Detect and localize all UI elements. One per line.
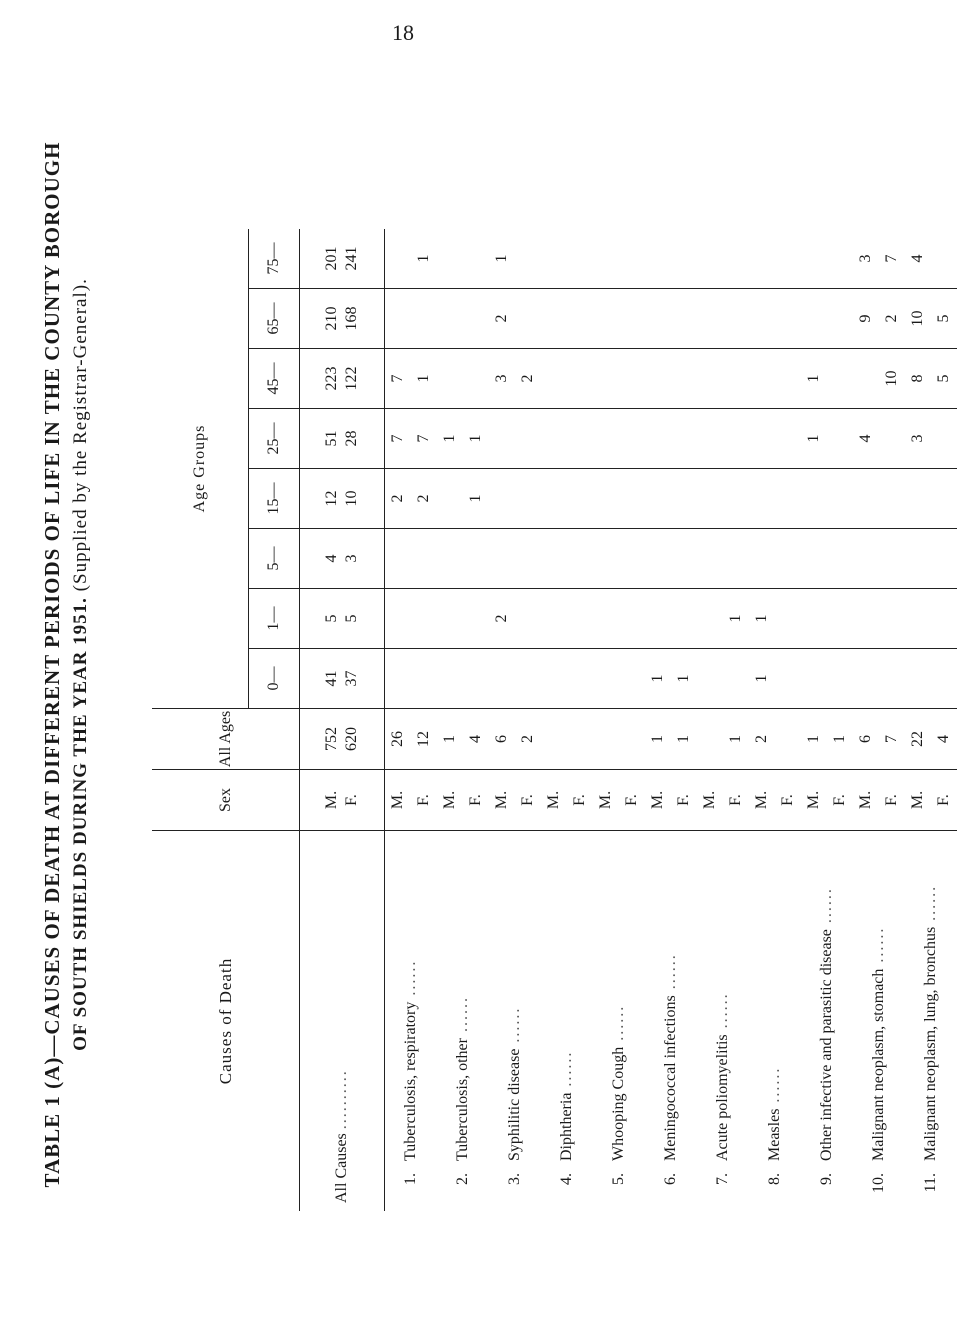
age-cell	[801, 229, 827, 289]
age-cell	[411, 589, 437, 649]
age-cell: 7	[385, 409, 412, 469]
sex-cell: M.	[853, 770, 879, 831]
age-cell	[671, 589, 697, 649]
age-cell	[593, 229, 619, 289]
age-cell	[905, 529, 931, 589]
age-cell	[671, 469, 697, 529]
age-cell	[463, 649, 489, 709]
age-cell	[723, 529, 749, 589]
age-cell: 5	[931, 349, 957, 409]
age-cell	[853, 469, 879, 529]
age-cell	[931, 649, 957, 709]
sex-cell: M.	[489, 770, 515, 831]
age-cell	[645, 469, 671, 529]
table-row	[905, 229, 931, 1211]
all-ages-cell	[593, 709, 619, 770]
age-cell	[619, 349, 645, 409]
age-cell	[775, 289, 801, 349]
age-cell	[619, 229, 645, 289]
age-cell: 2	[489, 289, 515, 349]
table-row	[801, 229, 827, 1211]
header-age-4: 25—	[249, 409, 300, 469]
age-cell	[723, 409, 749, 469]
age-cell	[437, 529, 463, 589]
age-cell	[489, 469, 515, 529]
age-cell	[697, 649, 723, 709]
age-cell: 7	[879, 229, 905, 289]
age-cell: 1	[463, 409, 489, 469]
age-cell	[437, 229, 463, 289]
header-all-ages: All Ages	[152, 709, 300, 770]
age-cell	[697, 349, 723, 409]
header-age-2: 5—	[249, 529, 300, 589]
age-cell	[463, 349, 489, 409]
header-age-6: 65—	[249, 289, 300, 349]
age-cell	[775, 589, 801, 649]
table-row	[385, 229, 412, 1211]
age-cell	[385, 229, 412, 289]
age-cell	[515, 409, 541, 469]
table-row	[489, 229, 515, 1211]
age-cell	[619, 409, 645, 469]
age-cell	[567, 289, 593, 349]
all-ages-cell: 26	[385, 709, 412, 770]
age-cell	[567, 349, 593, 409]
table-row	[437, 229, 463, 1211]
age-cell	[567, 649, 593, 709]
age-cell	[801, 649, 827, 709]
age-cell	[801, 589, 827, 649]
header-age-3: 15—	[249, 469, 300, 529]
age-cell	[541, 529, 567, 589]
age-cell	[775, 349, 801, 409]
sex-cell: M.	[801, 770, 827, 831]
age-cell	[879, 589, 905, 649]
age-cell: 4	[905, 229, 931, 289]
age-cell	[541, 469, 567, 529]
header-age-1: 1—	[249, 589, 300, 649]
all-ages-cell: 1	[827, 709, 853, 770]
age-cell	[775, 469, 801, 529]
table-row	[645, 229, 671, 1211]
age-cell	[385, 649, 412, 709]
age-cell	[411, 289, 437, 349]
age-cell	[671, 349, 697, 409]
age-cell	[619, 469, 645, 529]
all-causes-age-3: 12 10	[300, 469, 385, 529]
age-cell	[541, 589, 567, 649]
sex-cell: M.	[645, 770, 671, 831]
age-cell: 2	[515, 349, 541, 409]
age-cell	[827, 289, 853, 349]
age-cell	[931, 529, 957, 589]
causes-of-death-table	[152, 229, 957, 1211]
age-cell: 1	[489, 229, 515, 289]
cause-label: 11.Malignant neoplasm, lung, bronchus ......	[922, 884, 939, 1193]
age-cell	[671, 529, 697, 589]
age-cell: 7	[385, 349, 412, 409]
age-cell	[489, 529, 515, 589]
sex-cell: F.	[411, 770, 437, 831]
header-sex: Sex	[152, 770, 300, 831]
age-cell	[697, 529, 723, 589]
age-cell	[749, 529, 775, 589]
age-cell	[593, 529, 619, 589]
header-causes: Causes of Death	[215, 957, 235, 1085]
age-cell	[437, 289, 463, 349]
sex-cell: F.	[931, 770, 957, 831]
age-cell	[645, 289, 671, 349]
age-cell	[723, 469, 749, 529]
age-cell	[567, 529, 593, 589]
age-cell	[905, 589, 931, 649]
sex-cell: M.	[385, 770, 412, 831]
age-cell	[437, 469, 463, 529]
age-cell	[593, 289, 619, 349]
age-cell	[541, 349, 567, 409]
all-causes-label: All Causes ..........	[300, 831, 385, 1212]
all-ages-cell: 4	[463, 709, 489, 770]
all-ages-cell	[775, 709, 801, 770]
age-cell	[697, 289, 723, 349]
age-cell	[645, 589, 671, 649]
all-causes-total: 752 620	[300, 709, 385, 770]
sex-cell: F.	[775, 770, 801, 831]
age-cell: 1	[801, 409, 827, 469]
age-cell	[645, 409, 671, 469]
age-cell	[801, 469, 827, 529]
table-subtitle-note: (Supplied by the Registrar-General).	[70, 278, 91, 592]
cause-label: 4.Diphtheria ......	[558, 1050, 575, 1185]
sex-cell: F.	[827, 770, 853, 831]
age-cell	[723, 229, 749, 289]
all-ages-cell: 1	[801, 709, 827, 770]
age-cell	[775, 529, 801, 589]
header-age-groups: Age Groups	[152, 229, 249, 709]
age-cell	[515, 469, 541, 529]
all-ages-cell: 1	[671, 709, 697, 770]
age-cell	[931, 229, 957, 289]
age-cell	[905, 469, 931, 529]
age-cell	[463, 289, 489, 349]
age-cell: 1	[749, 589, 775, 649]
age-cell	[489, 409, 515, 469]
header-age-0: 0—	[249, 649, 300, 709]
table-row	[853, 229, 879, 1211]
age-cell: 3	[489, 349, 515, 409]
sex-cell: M.	[541, 770, 567, 831]
age-cell	[515, 229, 541, 289]
age-cell	[541, 229, 567, 289]
age-cell	[619, 289, 645, 349]
age-cell	[385, 289, 412, 349]
age-cell: 2	[385, 469, 412, 529]
age-cell	[879, 649, 905, 709]
cause-label: 2.Tuberculosis, other ......	[454, 996, 471, 1185]
age-cell	[593, 469, 619, 529]
age-cell	[593, 409, 619, 469]
age-cell: 5	[931, 289, 957, 349]
age-cell	[853, 649, 879, 709]
age-cell	[775, 409, 801, 469]
header-age-5: 45—	[249, 349, 300, 409]
sex-cell: F.	[671, 770, 697, 831]
age-cell	[671, 409, 697, 469]
all-ages-cell	[541, 709, 567, 770]
age-cell	[931, 469, 957, 529]
cause-label: 8.Measles ......	[766, 1066, 783, 1185]
age-cell: 1	[463, 469, 489, 529]
age-cell	[827, 529, 853, 589]
age-cell	[827, 349, 853, 409]
age-cell	[463, 589, 489, 649]
age-cell	[437, 589, 463, 649]
age-cell	[567, 229, 593, 289]
sex-cell: M.	[697, 770, 723, 831]
age-cell	[567, 469, 593, 529]
header-age-7: 75—	[249, 229, 300, 289]
age-cell	[853, 589, 879, 649]
sex-cell: M.	[749, 770, 775, 831]
age-cell	[723, 349, 749, 409]
all-ages-cell: 6	[489, 709, 515, 770]
age-cell	[385, 529, 412, 589]
cause-label: 7.Acute poliomyelitis ......	[714, 992, 731, 1185]
age-cell	[515, 589, 541, 649]
age-cell	[619, 649, 645, 709]
all-ages-cell: 4	[931, 709, 957, 770]
age-cell	[775, 649, 801, 709]
age-cell: 2	[411, 469, 437, 529]
all-ages-cell: 2	[515, 709, 541, 770]
age-cell	[567, 409, 593, 469]
age-cell: 1	[645, 649, 671, 709]
all-causes-age-1: 5 5	[300, 589, 385, 649]
sex-cell: F.	[723, 770, 749, 831]
age-cell	[515, 529, 541, 589]
age-cell	[749, 229, 775, 289]
sex-cell: F.	[567, 770, 593, 831]
cause-label: 9.Other infective and parasitic disease ......	[818, 887, 835, 1185]
all-causes-age-2: 4 3	[300, 529, 385, 589]
age-cell: 1	[437, 409, 463, 469]
table-title: TABLE 1 (A)—CAUSES OF DEATH AT DIFFERENT PERIODS OF LIFE IN THE COUNTY BOROUGH	[40, 141, 64, 1188]
age-cell	[879, 529, 905, 589]
age-cell	[671, 289, 697, 349]
all-causes-age-5: 223 122	[300, 349, 385, 409]
age-cell	[749, 469, 775, 529]
age-cell: 10	[879, 349, 905, 409]
age-cell: 7	[411, 409, 437, 469]
all-ages-cell: 1	[723, 709, 749, 770]
age-cell: 10	[905, 289, 931, 349]
age-cell	[463, 529, 489, 589]
all-ages-cell: 7	[879, 709, 905, 770]
all-ages-cell: 22	[905, 709, 931, 770]
age-cell	[619, 589, 645, 649]
age-cell: 1	[671, 649, 697, 709]
sex-cell: F.	[619, 770, 645, 831]
all-causes-age-4: 51 28	[300, 409, 385, 469]
age-cell	[801, 289, 827, 349]
age-cell: 8	[905, 349, 931, 409]
all-ages-cell	[567, 709, 593, 770]
age-cell	[437, 649, 463, 709]
age-cell	[853, 349, 879, 409]
age-cell	[645, 229, 671, 289]
age-cell	[411, 529, 437, 589]
cause-label: 1.Tuberculosis, respiratory ......	[385, 831, 438, 1212]
cause-label: 5.Whooping Cough ......	[610, 1004, 627, 1185]
age-cell	[827, 589, 853, 649]
age-cell: 1	[749, 649, 775, 709]
age-cell	[749, 289, 775, 349]
age-cell	[463, 229, 489, 289]
all-ages-cell: 1	[645, 709, 671, 770]
age-cell	[749, 349, 775, 409]
age-cell	[827, 649, 853, 709]
age-cell: 1	[801, 349, 827, 409]
cause-label: 3.Syphilitic disease ......	[506, 1006, 523, 1185]
age-cell: 2	[489, 589, 515, 649]
age-cell	[411, 649, 437, 709]
age-cell	[541, 289, 567, 349]
age-cell: 9	[853, 289, 879, 349]
age-cell	[515, 649, 541, 709]
table-row	[593, 229, 619, 1211]
age-cell	[853, 529, 879, 589]
age-cell	[619, 529, 645, 589]
all-ages-cell: 6	[853, 709, 879, 770]
age-cell: 2	[879, 289, 905, 349]
table-row	[749, 229, 775, 1211]
all-causes-sex: M. F.	[300, 770, 385, 831]
age-cell: 1	[411, 349, 437, 409]
age-cell: 1	[411, 229, 437, 289]
all-ages-cell: 12	[411, 709, 437, 770]
sex-cell: F.	[463, 770, 489, 831]
table-subtitle-main: OF SOUTH SHIELDS DURING THE YEAR 1951.	[70, 597, 91, 1051]
age-cell	[515, 289, 541, 349]
sex-cell: F.	[515, 770, 541, 831]
age-cell: 4	[853, 409, 879, 469]
page-number: 18	[392, 20, 414, 45]
all-ages-cell	[697, 709, 723, 770]
table-row	[697, 229, 723, 1211]
sex-cell: M.	[593, 770, 619, 831]
all-causes-age-6: 210 168	[300, 289, 385, 349]
age-cell	[593, 649, 619, 709]
age-cell	[905, 649, 931, 709]
age-cell	[697, 589, 723, 649]
age-cell	[593, 349, 619, 409]
table-row	[541, 229, 567, 1211]
age-cell	[879, 469, 905, 529]
table-subtitle	[70, 60, 92, 1269]
age-cell	[437, 349, 463, 409]
age-cell	[697, 229, 723, 289]
age-cell: 3	[853, 229, 879, 289]
age-cell	[723, 649, 749, 709]
cause-label: 6.Meningococcal infections ......	[662, 953, 679, 1185]
age-cell	[541, 649, 567, 709]
all-causes-age-7: 201 241	[300, 229, 385, 289]
age-cell	[541, 409, 567, 469]
age-cell	[827, 229, 853, 289]
age-cell	[385, 589, 412, 649]
all-ages-cell: 2	[749, 709, 775, 770]
age-cell	[593, 589, 619, 649]
sex-cell: F.	[879, 770, 905, 831]
age-cell	[801, 529, 827, 589]
age-cell	[567, 589, 593, 649]
age-cell: 3	[905, 409, 931, 469]
age-cell	[645, 529, 671, 589]
age-cell	[671, 229, 697, 289]
sex-cell: M.	[437, 770, 463, 831]
age-cell	[749, 409, 775, 469]
age-cell	[697, 409, 723, 469]
age-cell	[931, 409, 957, 469]
age-cell	[645, 349, 671, 409]
age-cell	[489, 649, 515, 709]
all-causes-age-0: 41 37	[300, 649, 385, 709]
cause-label: 10.Malignant neoplasm, stomach ......	[870, 926, 887, 1193]
all-ages-cell	[619, 709, 645, 770]
age-cell	[827, 409, 853, 469]
all-ages-cell: 1	[437, 709, 463, 770]
age-cell	[775, 229, 801, 289]
sex-cell: M.	[905, 770, 931, 831]
age-cell	[697, 469, 723, 529]
age-cell: 1	[723, 589, 749, 649]
age-cell	[879, 409, 905, 469]
age-cell	[723, 289, 749, 349]
age-cell	[931, 589, 957, 649]
age-cell	[827, 469, 853, 529]
